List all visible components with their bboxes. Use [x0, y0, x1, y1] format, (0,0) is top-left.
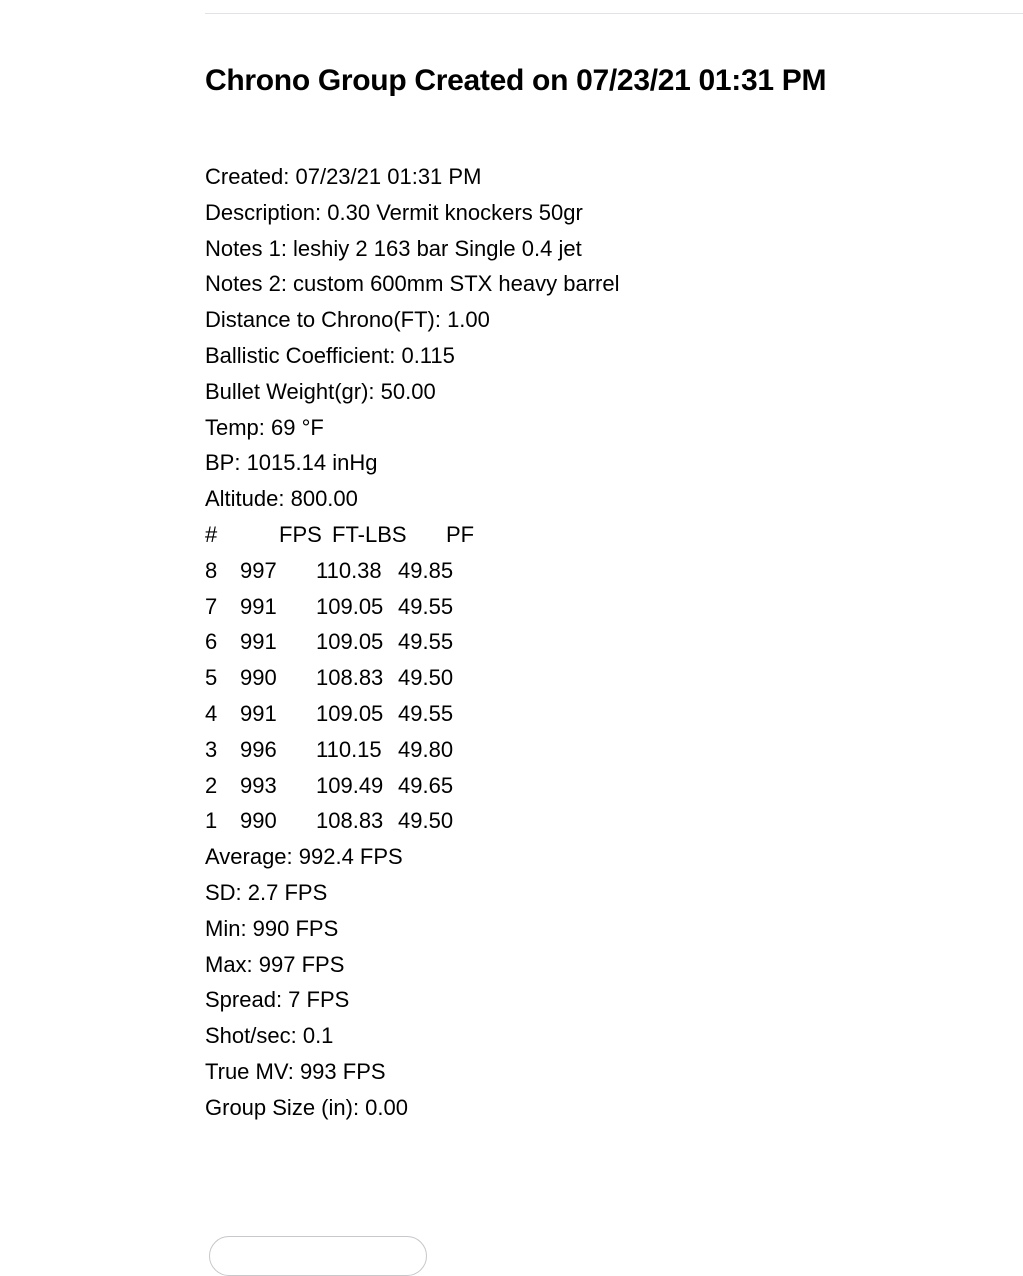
shot-fps: 996 — [240, 736, 277, 762]
shot-fps: 993 — [240, 772, 277, 798]
table-row — [205, 696, 905, 732]
average-line: Average: 992.4 FPS — [205, 844, 403, 870]
distance-line: Distance to Chrono(FT): 1.00 — [205, 307, 490, 333]
shot-pf: 49.55 — [398, 629, 454, 655]
shot-fps: 991 — [240, 629, 277, 655]
shot-number: 1 — [205, 808, 218, 834]
page-title: Chrono Group Created on 07/23/21 01:31 PM — [205, 64, 827, 97]
group-size-line: Group Size (in): 0.00 — [205, 1094, 408, 1120]
table-row — [205, 589, 905, 625]
shot-number: 8 — [205, 557, 218, 583]
shot-pf: 49.80 — [398, 736, 454, 762]
bp-line: BP: 1015.14 inHg — [205, 450, 378, 476]
shot-ftlbs: 110.38 — [316, 557, 382, 583]
table-header — [205, 517, 905, 553]
shot-fps: 997 — [240, 557, 277, 583]
shot-number: 4 — [205, 700, 218, 726]
top-divider — [205, 13, 1023, 14]
shot-number: 5 — [205, 665, 218, 691]
shot-ftlbs: 110.15 — [316, 736, 382, 762]
shot-ftlbs: 108.83 — [316, 665, 384, 691]
description-line: Description: 0.30 Vermit knockers 50gr — [205, 199, 583, 225]
notes1-line: Notes 1: leshiy 2 163 bar Single 0.4 jet — [205, 235, 582, 261]
spread-line: Spread: 7 FPS — [205, 987, 350, 1013]
min-line: Min: 990 FPS — [205, 915, 339, 941]
max-line: Max: 997 FPS — [205, 951, 345, 977]
shot-fps: 991 — [240, 700, 277, 726]
shot-ftlbs: 109.49 — [316, 772, 384, 798]
table-row — [205, 660, 905, 696]
sd-line: SD: 2.7 FPS — [205, 879, 328, 905]
table-row — [205, 553, 905, 589]
weight-line: Bullet Weight(gr): 50.00 — [205, 378, 436, 404]
shot-pf: 49.50 — [398, 665, 454, 691]
header-shot-number: # — [205, 521, 218, 547]
shot-fps: 990 — [240, 665, 277, 691]
shot-pf: 49.50 — [398, 808, 454, 834]
shot-pf: 49.55 — [398, 700, 454, 726]
shot-number: 2 — [205, 772, 218, 798]
bottom-action-button[interactable] — [209, 1236, 427, 1276]
table-row — [205, 803, 905, 839]
created-line: Created: 07/23/21 01:31 PM — [205, 164, 482, 189]
bc-line: Ballistic Coefficient: 0.115 — [205, 342, 455, 368]
shot-sec-line: Shot/sec: 0.1 — [205, 1023, 334, 1049]
group-details — [205, 159, 905, 1126]
shot-pf: 49.65 — [398, 772, 454, 798]
header-fps: FPS — [279, 521, 322, 547]
shot-fps: 991 — [240, 593, 277, 619]
table-row — [205, 624, 905, 660]
altitude-line: Altitude: 800.00 — [205, 486, 358, 512]
shot-pf: 49.55 — [398, 593, 454, 619]
temp-line: Temp: 69 °F — [205, 414, 324, 440]
header-ftlbs: FT-LBS — [332, 521, 407, 547]
shot-number: 3 — [205, 736, 218, 762]
header-pf: PF — [446, 521, 475, 547]
table-row — [205, 732, 905, 768]
shot-ftlbs: 109.05 — [316, 629, 384, 655]
table-row — [205, 768, 905, 804]
shot-ftlbs: 109.05 — [316, 593, 384, 619]
notes2-line: Notes 2: custom 600mm STX heavy barrel — [205, 271, 620, 297]
shot-ftlbs: 108.83 — [316, 808, 384, 834]
true-mv-line: True MV: 993 FPS — [205, 1058, 386, 1084]
shot-number: 6 — [205, 629, 218, 655]
shot-fps: 990 — [240, 808, 277, 834]
shot-ftlbs: 109.05 — [316, 700, 384, 726]
shot-pf: 49.85 — [398, 557, 454, 583]
shot-number: 7 — [205, 593, 218, 619]
